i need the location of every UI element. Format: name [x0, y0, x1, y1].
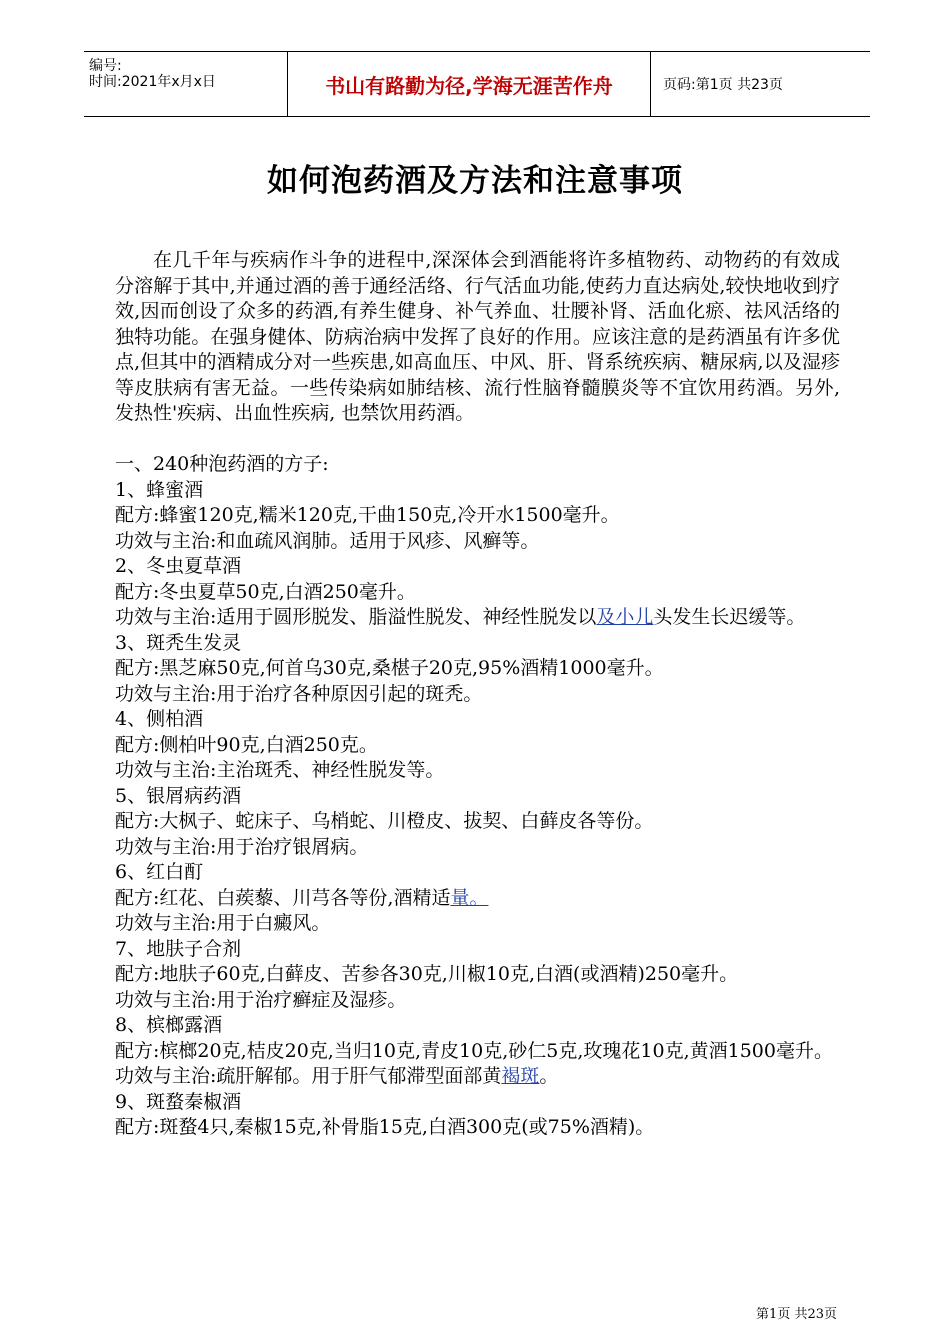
recipe-effect: 功效与主治:用于治疗银屑病。	[115, 835, 369, 858]
recipe-name: 3、斑秃生发灵	[115, 631, 242, 654]
recipe-effect: 功效与主治:用于白癜风。	[115, 912, 331, 934]
recipe-formula-text: 配方:红花、白蒺藜、川芎各等份,酒精适	[115, 886, 451, 909]
document-title: 如何泡药酒及方法和注意事项	[267, 163, 683, 199]
recipe-effect-text: 功效与主治:疏肝解郁。用于肝气郁滞型面部黄	[115, 1065, 502, 1087]
recipe-formula: 配方:蜂蜜120克,糯米120克,干曲150克,冷开水1500毫升。	[115, 504, 620, 526]
page-footer: 第1页 共23页	[756, 1307, 837, 1322]
document-time-label: 时间:2021年x月x日	[89, 74, 216, 90]
recipe-effect: 功效与主治:用于治疗癣症及湿疹。	[115, 988, 407, 1011]
recipe-effect-link[interactable]: 褐斑	[501, 1065, 540, 1087]
section-heading: 一、240种泡药酒的方子:	[115, 453, 329, 475]
recipe-effect-link[interactable]: 及小儿	[596, 606, 654, 628]
page-header	[84, 51, 870, 117]
recipe-effect	[115, 1064, 840, 1090]
recipe-effect-text: 功效与主治:适用于圆形脱发、脂溢性脱发、神经性脱发以	[115, 606, 597, 628]
recipe-effect-tail: 头发生长迟缓等。	[653, 606, 806, 628]
header-meta	[84, 52, 288, 116]
recipe-formula: 配方:黑芝麻50克,何首乌30克,桑椹子20克,95%酒精1000毫升。	[115, 657, 664, 679]
recipe-formula: 配方:大枫子、蛇床子、乌梢蛇、川橙皮、拔契、白藓皮各等份。	[115, 810, 654, 832]
recipe-name: 5、银屑病药酒	[115, 784, 242, 807]
intro-paragraph: 在几千年与疾病作斗争的进程中,深深体会到酒能将许多植物药、动物药的有效成分溶解于其中,并通过酒的善于通经活络、行气活血功能,使药力直达病处,较快地收到疗效,因而创设了众多的药酒,有养生健身、补气养血、壮腰补肾、活血化瘀、祛风活络的独特功能。在强身健体、防病治病中发挥了良好的作用。应该注意的是药酒虽有许多优点,但其中的酒精成分对一些疾患,如高血压、中风、肝、肾系统疾病、糖尿病,以及湿疹等皮肤病有害无益。一些传染病如肺结核、流行性脑脊髓膜炎等不宜饮用药酒。另外,发热性'疾病、出血性疾病, 也禁饮用药酒。	[115, 249, 840, 424]
recipe-name: 2、冬虫夏草酒	[115, 555, 242, 577]
recipe-effect: 功效与主治:主治斑秃、神经性脱发等。	[115, 759, 445, 781]
header-page-info: 页码:第1页 共23页	[663, 77, 783, 93]
recipe-formula	[115, 886, 840, 912]
recipe-name: 9、斑蝥秦椒酒	[115, 1090, 242, 1113]
recipe-effect-tail: 。	[539, 1065, 559, 1087]
recipe-name: 6、红白酊	[115, 861, 204, 883]
recipe-formula: 配方:槟榔20克,桔皮20克,当归10克,青皮10克,砂仁5克,玫瑰花10克,黄酒1500毫升。	[115, 1039, 833, 1062]
recipe-formula: 配方:冬虫夏草50克,白酒250毫升。	[115, 580, 416, 603]
recipe-name: 8、槟榔露酒	[115, 1014, 223, 1036]
recipe-name: 7、地肤子合剂	[115, 937, 242, 960]
recipe-formula: 配方:斑蝥4只,秦椒15克,补骨脂15克,白酒300克(或75%酒精)。	[115, 1116, 655, 1138]
document-body	[115, 248, 840, 1141]
recipe-formula: 配方:侧柏叶90克,白酒250克。	[115, 733, 378, 756]
header-motto: 书山有路勤为径,学海无涯苦作舟	[288, 52, 651, 116]
document-number-label: 编号:	[89, 58, 122, 74]
recipe-formula-link[interactable]: 量。	[450, 886, 489, 909]
recipe-effect	[115, 605, 840, 631]
recipe-name: 4、侧柏酒	[115, 708, 204, 730]
recipe-formula: 配方:地肤子60克,白藓皮、苦参各30克,川椒10克,白酒(或酒精)250毫升。	[115, 963, 739, 985]
recipe-effect: 功效与主治:和血疏风润肺。适用于风疹、风癣等。	[115, 529, 540, 552]
recipe-effect: 功效与主治:用于治疗各种原因引起的斑秃。	[115, 682, 483, 705]
recipe-name: 1、蜂蜜酒	[115, 478, 204, 501]
